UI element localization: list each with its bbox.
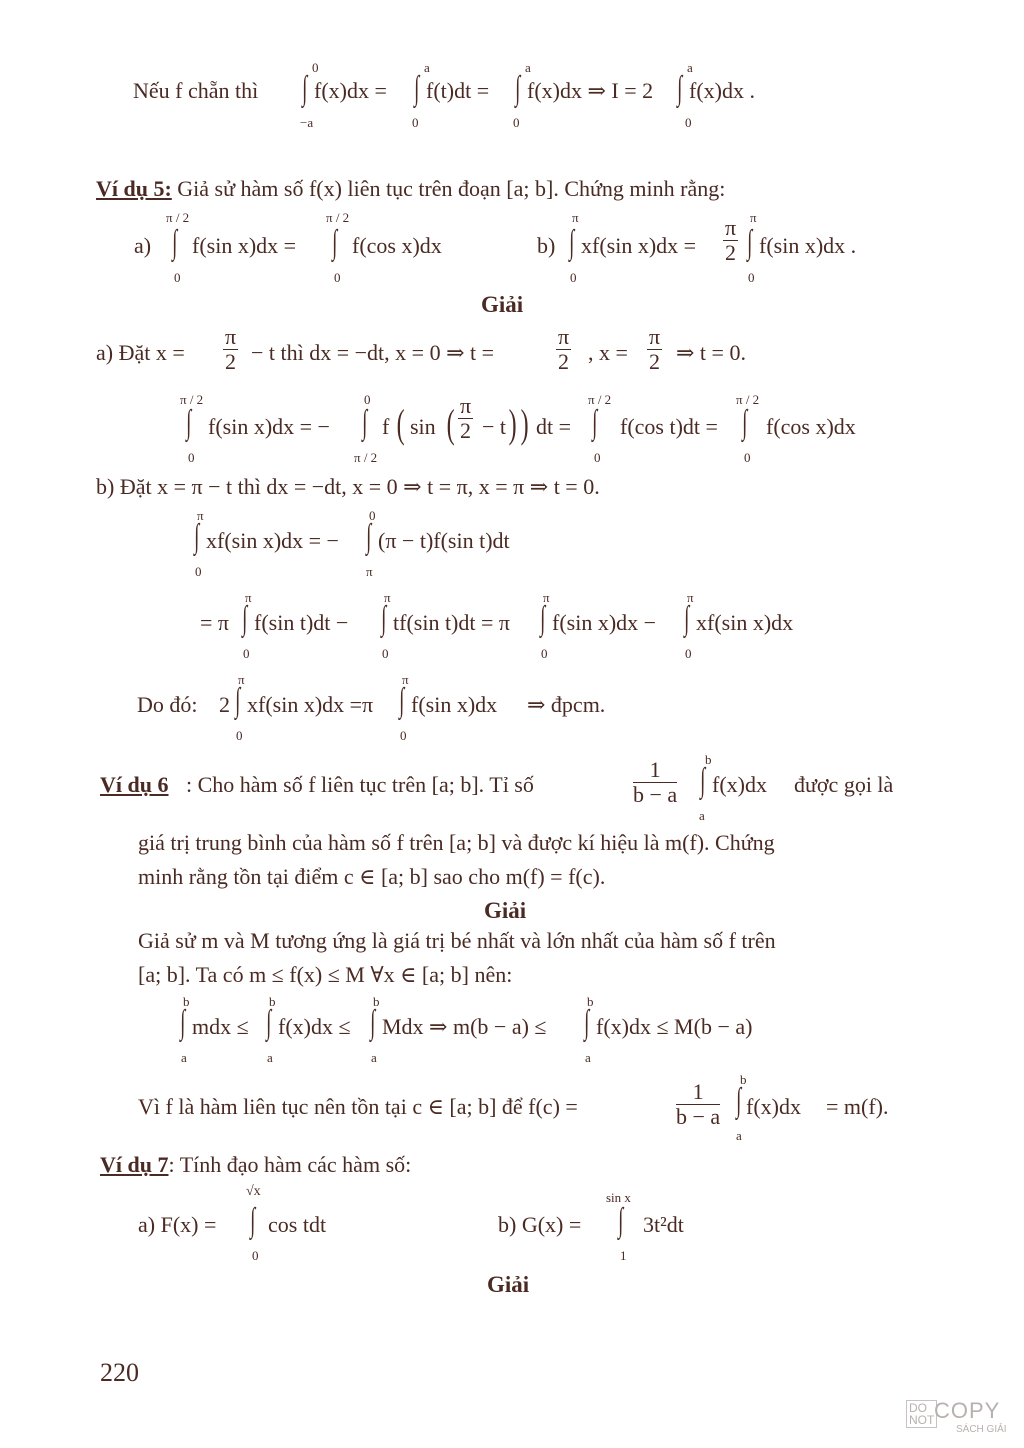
part-a-label: a) [134,233,152,258]
part-b-label: b) [537,233,556,258]
watermark-logo [906,1398,1010,1440]
example-7-solution-title: Giải [487,1272,530,1297]
example-5-part-b: b) π ∫ 0 xf(sin x)dx = $\frac{\pi}{2}$ π ∫ 0 f(sin x)dx . [537,210,857,285]
example-6-text-2: giá trị trung bình của hàm số f trên [a; b] và được kí hiệu là m(f). Chứng [138,830,775,855]
example-7-part-a: a) F(x) = √x ∫ 0 cos tdt [138,1184,327,1263]
example-6-solution-4: Vì f là hàm liên tục nên tồn tại c ∈ [a; b] để f(c) = $\frac{1}{b - a}$ b ∫ a f(x)dx = m(f). [138,1072,889,1143]
example-5-heading [96,178,725,200]
watermark-copy: COPY [934,1398,1001,1423]
example-6-inequality: b ∫ a mdx ≤ b ∫ a f(x)dx ≤ b ∫ a Mdx ⇒ m(b − a) ≤ b ∫ a f(x)dx ≤ M(b − a) [180,994,753,1065]
example-5-solution-title: Giải [481,292,524,317]
solution-b-conclusion: Do đó: 2 π ∫ 0 xf(sin x)dx =π π ∫ 0 f(sin x)dx ⇒ đpcm. [137,672,606,743]
intro-formula: 0 ∫ −a f(x)dx = a ∫ 0 f(t)dt = a ∫ 0 f(x)dx ⇒ I = 2 a ∫ 0 f(x)dx . [300,60,755,130]
example-6-solution-title: Giải [484,898,527,923]
example-7-label: Ví dụ 7 [100,1152,169,1177]
example-5-text: Giả sử hàm số f(x) liên tục trên đoạn [a; b]. Chứng minh rằng: [171,176,726,201]
watermark-brand: SÁCH GIẢI [956,1424,1007,1435]
solution-a-integral-chain: π / 2 ∫ 0 f(sin x)dx = − 0 ∫ π / 2 f ( sin ( $\frac{\pi}{2}$ − t ) ) dt = π / 2 ∫ 0 f(cos t)dt = π / 2 ∫ 0 f(cos x)dx [180,392,856,465]
watermark-do-not: DO NOT [906,1400,937,1428]
solution-b-line-2: = π π ∫ 0 f(sin t)dt − π ∫ 0 tf(sin t)dt = π π ∫ 0 f(sin x)dx − π ∫ 0 xf(sin x)dx [200,590,794,661]
example-6-text-3: minh rằng tồn tại điểm c ∈ [a; b] sao cho m(f) = f(c). [138,864,606,889]
intro-prefix: Nếu f chẵn thì [133,78,259,103]
page-number: 220 [100,1358,139,1387]
example-6-solution-1: Giả sử m và M tương ứng là giá trị bé nhất và lớn nhất của hàm số f trên [138,928,776,953]
example-6-label: Ví dụ 6 [100,772,169,797]
solution-b-line-1: π ∫ 0 xf(sin x)dx = − 0 ∫ π (π − t)f(sin t)dt [194,508,510,579]
example-7-part-b: b) G(x) = sin x ∫ 1 3t²dt [498,1190,684,1263]
example-6-heading: Ví dụ 6 : Cho hàm số f liên tục trên [a; b]. Tỉ số $\frac{1}{b - a}$ b ∫ a f(x)dx được gọi là [100,752,894,823]
example-5-label: Ví dụ 5: [96,176,172,201]
solution-b-substitution: b) Đặt x = π − t thì dx = −dt, x = 0 ⇒ t = π, x = π ⇒ t = 0. [96,474,600,499]
example-7-heading: Ví dụ 7: Tính đạo hàm các hàm số: [100,1152,412,1177]
example-5-part-a: a) π / 2 ∫ 0 f(sin x)dx = π / 2 ∫ 0 f(cos x)dx [134,210,442,285]
example-6-solution-2: [a; b]. Ta có m ≤ f(x) ≤ M ∀x ∈ [a; b] nên: [138,962,513,987]
solution-a-substitution: a) Đặt x = $\frac{\pi}{2}$ − t thì dx = −dt, x = 0 ⇒ t = $\frac{\pi}{2}$ , x = $\frac{\pi}{2}$ ⇒ t = 0. [96,324,746,375]
